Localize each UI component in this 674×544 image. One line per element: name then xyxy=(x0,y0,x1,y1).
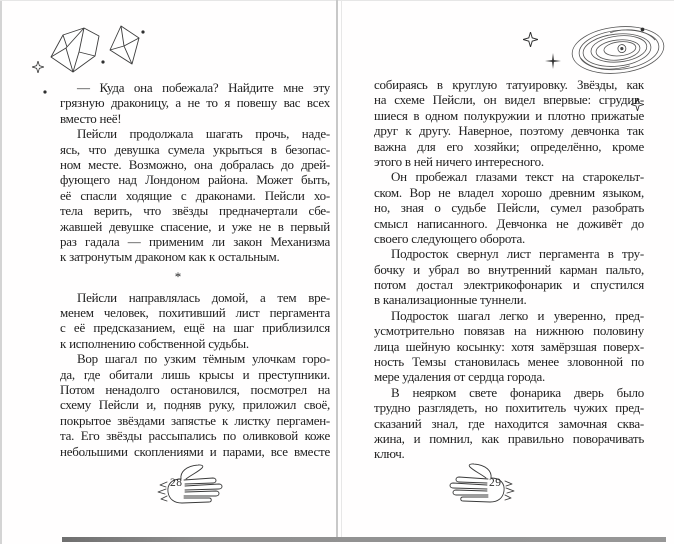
text-line: потом достал электрикофонарик и спустился xyxy=(374,277,644,293)
text-line: её спасли ходящие с драконами. Пейсли хо- xyxy=(60,187,330,203)
text-line: ность Темзы становилась менее зловонной по xyxy=(374,354,644,370)
page-edge-left xyxy=(0,0,2,544)
sparkle-dot-icon xyxy=(141,30,145,34)
text-line: трудно разглядеть, но похититель чужих пред- xyxy=(374,400,644,416)
page-left-text xyxy=(60,80,330,459)
sparkle-dot-icon xyxy=(43,90,47,94)
text-line: фующего над Лондоном района. Может быть, xyxy=(60,172,330,188)
text-line: лица шейную косынку: хотя замёрзшая поверх- xyxy=(374,338,644,354)
text-line: шиеся в одном полукружии и плотно прижатые xyxy=(374,107,644,123)
text-line: на схеме Пейсли, он видел впервые: сгрудив- xyxy=(374,92,644,108)
text-line: Потом ненадолго остановился, посмотрел на xyxy=(60,382,330,398)
text-line: Пейсли направлялась домой, а тем вре- xyxy=(77,289,330,305)
manicule-hand-icon xyxy=(447,461,517,505)
text-line: друг к другу. Наверное, поэтому девчонка так xyxy=(374,123,644,139)
text-line: сказаний знал, где находится замочная сква- xyxy=(374,415,644,431)
manicule-hand-icon xyxy=(155,462,225,506)
text-line: ном месте. Возможно, она добралась до дрей- xyxy=(60,156,330,172)
text-line: ском. Вор не владел хорошо древним языком, xyxy=(374,184,644,200)
sparkle-dot-icon xyxy=(101,60,105,64)
text-line: Подросток свернул лист пергамента в тру- xyxy=(391,246,644,262)
text-line: Пейсли продолжала шагать прочь, наде- xyxy=(77,126,330,142)
text-line: ясь, что девушка сумела укрыться в безопас- xyxy=(60,141,330,157)
text-line: важна для его хозяйки; определённо, кроме xyxy=(374,138,644,154)
text-line: в канализационные туннели. xyxy=(374,292,527,308)
text-line: да, где обитали лишь крысы и преступники. xyxy=(60,366,330,382)
page-number-left: 28 xyxy=(170,477,183,489)
text-line: Вор шагал по узким тёмным улочкам горо- xyxy=(77,351,330,367)
text-line: тела верить, что звёзды предначертали сбе- xyxy=(60,203,330,219)
book-spine-line xyxy=(336,0,338,537)
text-line: покрытое звёздами запястье к листку пергамен- xyxy=(60,412,330,428)
text-line: смысл написанного. Девчонка не доживёт до xyxy=(374,215,644,231)
text-line: Подросток шагал легко и уверенно, пред- xyxy=(391,307,644,323)
text-line: бочку и убрал во внутренний карман пальто, xyxy=(374,261,644,277)
sparkle-dot-icon xyxy=(640,27,645,32)
sparkle-cross-icon xyxy=(545,53,561,69)
text-line: этого в ней ничего интересного. xyxy=(374,153,544,169)
text-line: но, зная о судьбе Пейсли, сумел разобрать xyxy=(374,200,644,216)
page-bottom-shadow xyxy=(62,537,666,542)
text-line: — Куда она побежала? Найдите мне эту xyxy=(77,80,330,95)
text-line: менем человек, похитивший лист пергамента xyxy=(60,305,330,321)
text-line: своего следующего оборота. xyxy=(374,230,526,246)
text-line: к исполнению собственной судьбы. xyxy=(60,335,249,351)
text-line: раз гадала — применим ли закон Механизма xyxy=(60,233,330,249)
text-line: та. Его звёзды рассыпались по оливковой коже xyxy=(60,428,330,444)
text-line: схему Пейсли и, подняв руку, приложил своё, xyxy=(60,397,330,413)
text-line: мере удаления от сердца города. xyxy=(374,369,545,385)
text-line: жина, и помнил, как правильно поворачивать xyxy=(374,430,644,446)
text-line: небольшими скоплениями и парами, все вместе xyxy=(60,443,330,459)
book-spine-line-faint xyxy=(341,0,342,537)
text-line: ключ. xyxy=(374,446,405,462)
section-separator: * xyxy=(174,269,182,285)
sparkle-star-icon xyxy=(32,61,44,73)
text-line: грязную драконицу, а не то я повешу вас всех xyxy=(60,95,330,111)
text-line: усмотрительно повязав на нижнюю половину xyxy=(374,323,644,339)
sparkle-star-icon xyxy=(523,32,538,47)
text-line: собираясь в круглую татуировку. Звёзды, как xyxy=(374,77,644,92)
text-line: В неярком свете фонарика дверь было xyxy=(391,384,644,400)
text-line: к затронутым драконом как к остальным. xyxy=(60,249,280,265)
page-number-right: 29 xyxy=(489,477,502,489)
text-line: с её предсказанием, ещё на шаг приблизился xyxy=(60,320,330,336)
text-line: вместо неё! xyxy=(60,110,122,126)
text-line: Он пробежал глазами текст на старокельт- xyxy=(391,169,644,185)
page-right-text xyxy=(374,77,644,462)
galaxy-icon xyxy=(570,24,666,76)
text-line: жавшей девушке спасение, и уже не в первый xyxy=(60,218,330,234)
